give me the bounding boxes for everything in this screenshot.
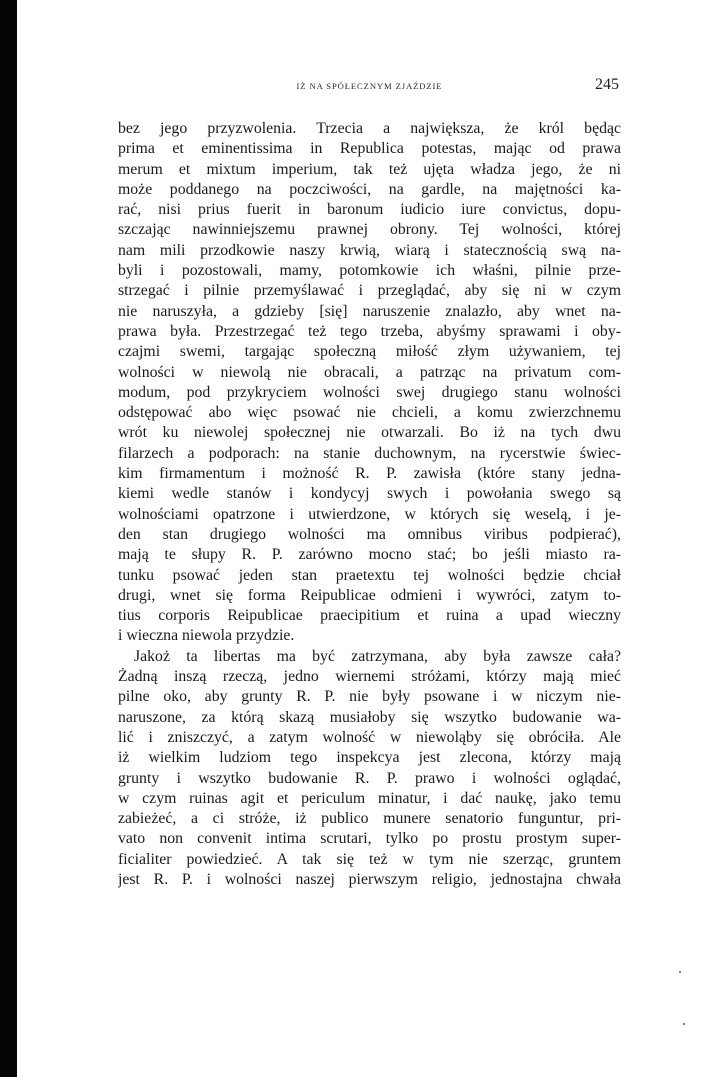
text-line: merum et mixtum imperium, tak też ujęta władza jego, że ni [118, 160, 621, 178]
body-text [118, 119, 621, 890]
text-line: den stan drugiego wolności ma omnibus viribus podpierać), [118, 525, 621, 543]
text-line: odstępować abo więc psować nie chcieli, a komu zwierzchnemu [118, 404, 621, 422]
text-line: vato non convenit intima scrutari, tylko po prostu prostym super- [118, 830, 621, 848]
text-line: Żadną inszą rzeczą, jedno wiernemi stróżami, którzy mają mieć [118, 668, 621, 686]
text-line: wrót ku niewolej społecznej nie otwarzali. Bo iż na tych dwu [118, 424, 621, 442]
text-line: jest R. P. i wolności naszej pierwszym religio, jednostajna chwała [118, 870, 621, 888]
text-line: tunku psować jeden stan praetextu tej wolności będzie chciał [118, 566, 621, 584]
text-line: bez jego przyzwolenia. Trzecia a największa, że król będąc [118, 120, 621, 137]
text-line: szczając nawinniejszemu prawnej obrony. Tej wolności, której [118, 221, 621, 239]
text-line: ficialiter powiedzieć. A tak się też w tym nie szerząc, gruntem [118, 850, 621, 868]
text-line: zabieżeć, a ci stróże, iż publico munere senatorio funguntur, pri- [118, 810, 621, 828]
text-line: grunty i wszytko budowanie R. P. prawo i wolności oglądać, [118, 769, 621, 787]
text-line: nie naruszyła, a gdzieby [się] naruszenie znalazło, aby wnet na- [118, 302, 621, 320]
text-line: wolnościami opatrzone i utwierdzone, w których się weselą, i je- [118, 505, 621, 523]
text-line: rać, nisi prius fuerit in baronum iudicio iure convictus, dopu- [118, 201, 621, 219]
text-line: prawa była. Przestrzegać też tego trzeba, abyśmy sprawami i oby- [118, 322, 621, 340]
text-line: filarzech a podporach: na stanie duchownym, na rycerstwie świec- [118, 444, 621, 462]
text-line: może poddanego na poczciwości, na gardle, na majętności ka- [118, 180, 621, 198]
text-line: prima et eminentissima in Republica potestas, mając od prawa [118, 140, 621, 158]
text-line: wolności w niewolą nie obracali, a patrząc na privatum com- [118, 363, 621, 381]
scan-speck [683, 1023, 685, 1025]
text-line: w czym ruinas agit et periculum minatur, i dać naukę, jako temu [118, 789, 621, 807]
text-line: lić i zniszczyć, a zatym wolność w niewoląby się obróciła. Ale [118, 728, 621, 746]
scan-border [0, 0, 17, 1077]
scan-speck [679, 971, 681, 973]
text-line: tius corporis Reipublicae praecipitium et ruina a upad wieczny [118, 607, 621, 625]
text-line: i wieczna niewola przydzie. [118, 627, 295, 645]
text-line: byli i pozostowali, mamy, potomkowie ich właśni, pilnie prze- [118, 262, 621, 280]
text-line: pilne oko, aby grunty R. P. nie były psowane i w niczym nie- [118, 688, 621, 706]
page-header [118, 78, 621, 98]
text-line: nam mili przodkowie naszy krwią, wiarą i statecznością swą na- [118, 241, 621, 259]
text-line: strzegać i pilnie przemyślawać i przeglądać, aby się ni w czym [118, 282, 621, 300]
text-line: naruszone, za którą skazą musiałoby się wszytko budowanie wa- [118, 708, 621, 726]
text-line: modum, pod przykryciem wolności swej drugiego stanu wolności [118, 383, 621, 401]
text-line: mają te słupy R. P. zarówno mocno stać; bo jeśli miasto ra- [118, 546, 621, 564]
text-line: kim firmamentum i możność R. P. zawisła (które stany jedna- [118, 465, 621, 483]
text-line: czajmi swemi, targając społeczną miłość złym używaniem, tej [118, 343, 621, 361]
text-line: iż wielkim ludziom tego inspekcya jest zlecona, którzy mają [118, 749, 621, 767]
text-line: kiemi wedle stanów i kondycyj swych i powołania swego są [118, 485, 621, 503]
text-line: drugi, wnet się forma Reipublicae odmieni i wywróci, zatym to- [118, 586, 621, 604]
running-head: IŻ NA SPÓŁECZNYM ZJAŹDZIE [296, 81, 443, 91]
text-line: Jakoż ta libertas ma być zatrzymana, aby była zawsze cała? [134, 647, 621, 665]
page-number: 245 [595, 76, 619, 93]
